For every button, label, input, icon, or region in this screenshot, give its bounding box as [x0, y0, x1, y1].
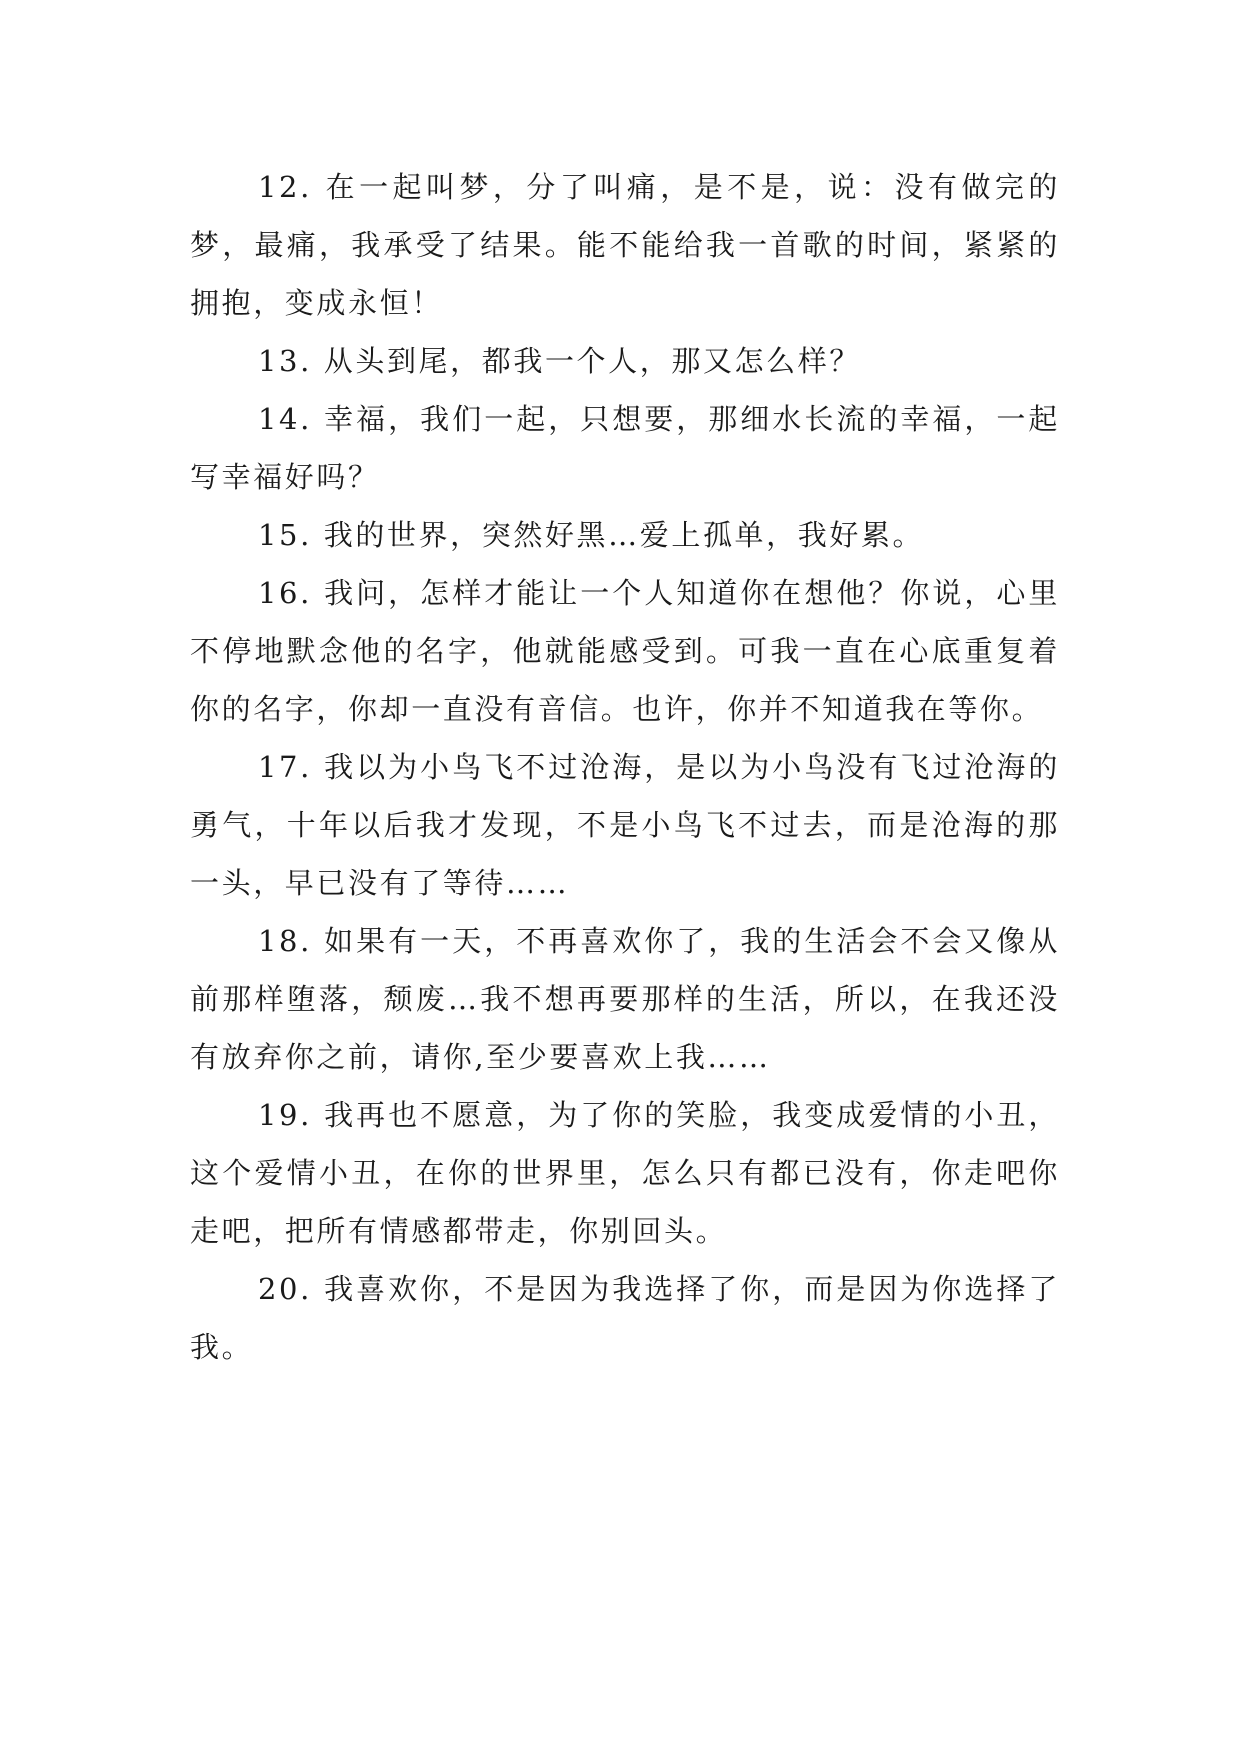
document-body [190, 158, 1060, 1376]
paragraph-18: 18. 如果有一天，不再喜欢你了，我的生活会不会又像从前那样堕落，颓废…我不想再要那样的生活，所以，在我还没有放弃你之前，请你,至少要喜欢上我…… [190, 924, 1060, 1074]
paragraph-15: 15. 我的世界，突然好黑…爱上孤单，我好累。 [258, 518, 925, 552]
paragraph-13: 13. 从头到尾，都我一个人，那又怎么样？ [258, 344, 861, 378]
paragraph-16: 16. 我问，怎样才能让一个人知道你在想他？你说，心里不停地默念他的名字，他就能感受到。可我一直在心底重复着你的名字，你却一直没有音信。也许，你并不知道我在等你。 [190, 576, 1060, 726]
paragraph-20: 20. 我喜欢你，不是因为我选择了你，而是因为你选择了我。 [190, 1272, 1060, 1364]
paragraph-17: 17. 我以为小鸟飞不过沧海，是以为小鸟没有飞过沧海的勇气，十年以后我才发现，不是小鸟飞不过去，而是沧海的那一头，早已没有了等待…… [190, 750, 1060, 900]
paragraph-14: 14. 幸福，我们一起，只想要，那细水长流的幸福，一起写幸福好吗？ [190, 402, 1060, 494]
paragraph-19: 19. 我再也不愿意，为了你的笑脸，我变成爱情的小丑，这个爱情小丑，在你的世界里，怎么只有都已没有，你走吧你走吧，把所有情感都带走，你别回头。 [190, 1098, 1060, 1248]
paragraph-12: 12. 在一起叫梦，分了叫痛，是不是，说：没有做完的梦，最痛，我承受了结果。能不能给我一首歌的时间，紧紧的拥抱，变成永恒！ [190, 170, 1060, 320]
